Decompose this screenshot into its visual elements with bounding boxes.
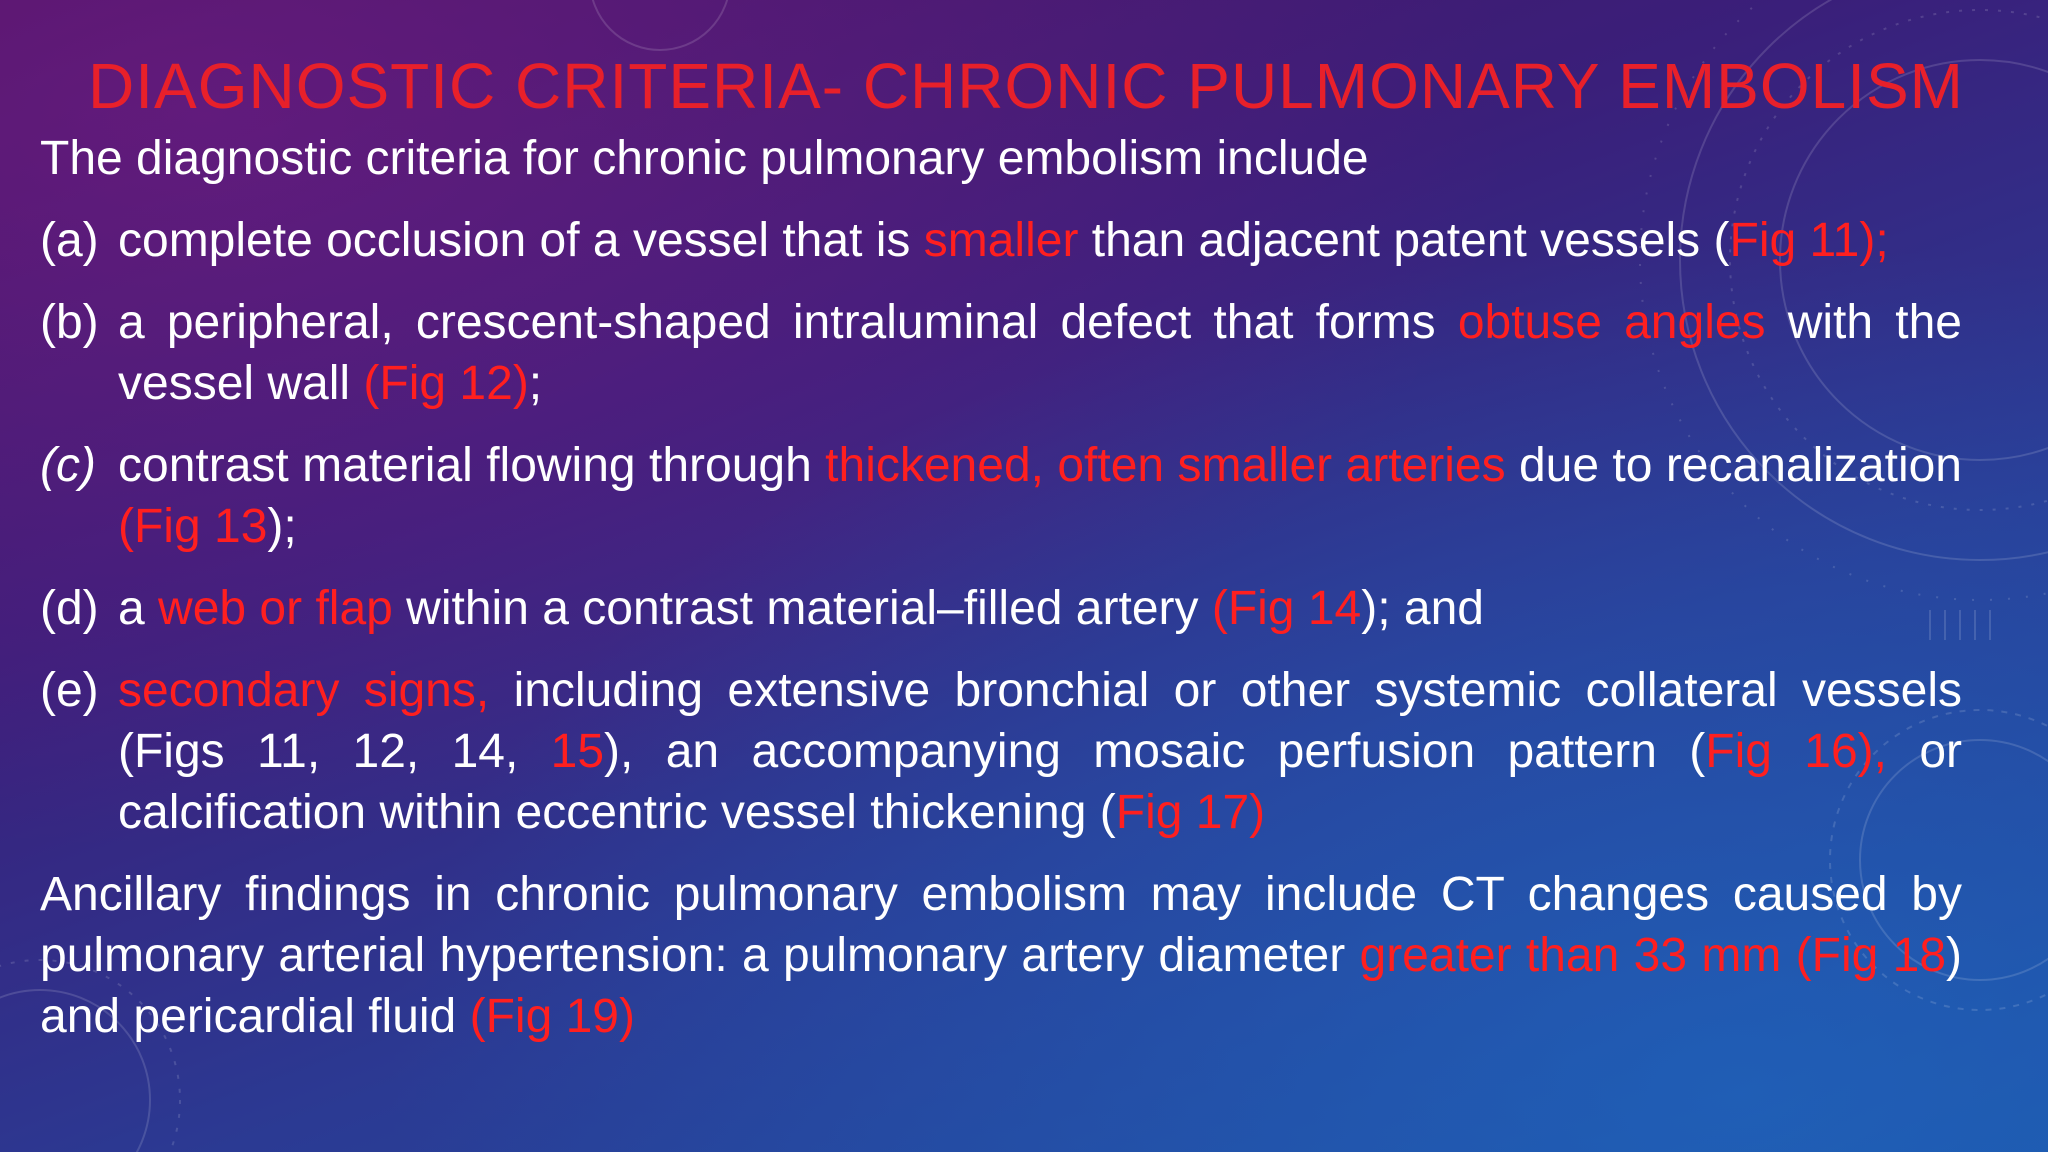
text-segment: ); [267, 500, 297, 553]
figure-reference: (Fig 19) [469, 990, 635, 1043]
highlight-segment: secondary signs, [118, 664, 490, 717]
criterion-c [40, 435, 1962, 557]
text-segment: within a contrast material–filled artery [392, 582, 1212, 635]
criterion-text [118, 660, 1962, 843]
figure-reference: (Fig 12) [363, 357, 529, 410]
text-segment: than adjacent patent vessels ( [1078, 214, 1730, 267]
criterion-d [40, 578, 1962, 639]
highlight-segment: obtuse angles [1457, 296, 1766, 349]
criterion-text [118, 292, 1962, 414]
criterion-e [40, 660, 1962, 843]
criterion-label: (a) [40, 214, 99, 267]
intro-text: The diagnostic criteria for chronic pulmonary embolism include [40, 132, 1369, 185]
highlight-segment: smaller [923, 214, 1079, 267]
highlight-segment: thickened, often smaller arteries [825, 439, 1506, 492]
criterion-b [40, 292, 1962, 414]
criterion-label: (b) [40, 296, 99, 349]
criterion-label: (d) [40, 582, 99, 635]
figure-reference: (Fig 13 [118, 500, 268, 553]
criterion-text [118, 435, 1962, 557]
text-segment: or calcification within eccentric vessel thickening ( [118, 725, 1963, 839]
figure-reference: 15 [550, 725, 605, 778]
text-segment: Ancillary findings in chronic pulmonary embolism may include CT changes caused by pulmonary arterial hypertension: a pulmonary artery diameter [40, 868, 1962, 982]
text-segment: a peripheral, crescent-shaped intraluminal defect that forms [118, 296, 1458, 349]
criterion-text [118, 210, 1962, 271]
figure-reference: Fig 17) [1115, 786, 1266, 839]
slide-body [40, 128, 1962, 1047]
figure-reference: Fig 11); [1729, 214, 1889, 267]
text-segment: ; [528, 357, 543, 410]
criterion-label: (e) [40, 664, 99, 717]
text-segment: complete occlusion of a vessel that is [118, 214, 924, 267]
figure-reference: (Fig 14 [1211, 582, 1362, 635]
text-segment: with the vessel wall [118, 296, 1962, 410]
text-segment: ); and [1361, 582, 1484, 635]
figure-reference: Fig 16), [1705, 725, 1887, 778]
text-segment: a [118, 582, 159, 635]
criterion-label: (c) [40, 439, 96, 492]
highlight-segment: web or flap [158, 582, 393, 635]
text-segment: ), an accompanying mosaic perfusion pattern ( [604, 725, 1706, 778]
slide-title: DIAGNOSTIC CRITERIA- CHRONIC PULMONARY EMBOLISM [88, 50, 1964, 122]
text-segment: including extensive bronchial or other systemic collateral vessels (Figs 11, 12, 14, [118, 664, 1963, 778]
criterion-text [118, 578, 1962, 639]
highlight-segment: greater than 33 mm (Fig 18 [1359, 929, 1947, 982]
criterion-a [40, 210, 1962, 271]
text-segment: contrast material flowing through [118, 439, 826, 492]
ancillary-findings [40, 864, 1962, 1047]
text-segment: ) and pericardial fluid [40, 929, 1962, 1043]
text-segment: due to recanalization [1505, 439, 1963, 492]
